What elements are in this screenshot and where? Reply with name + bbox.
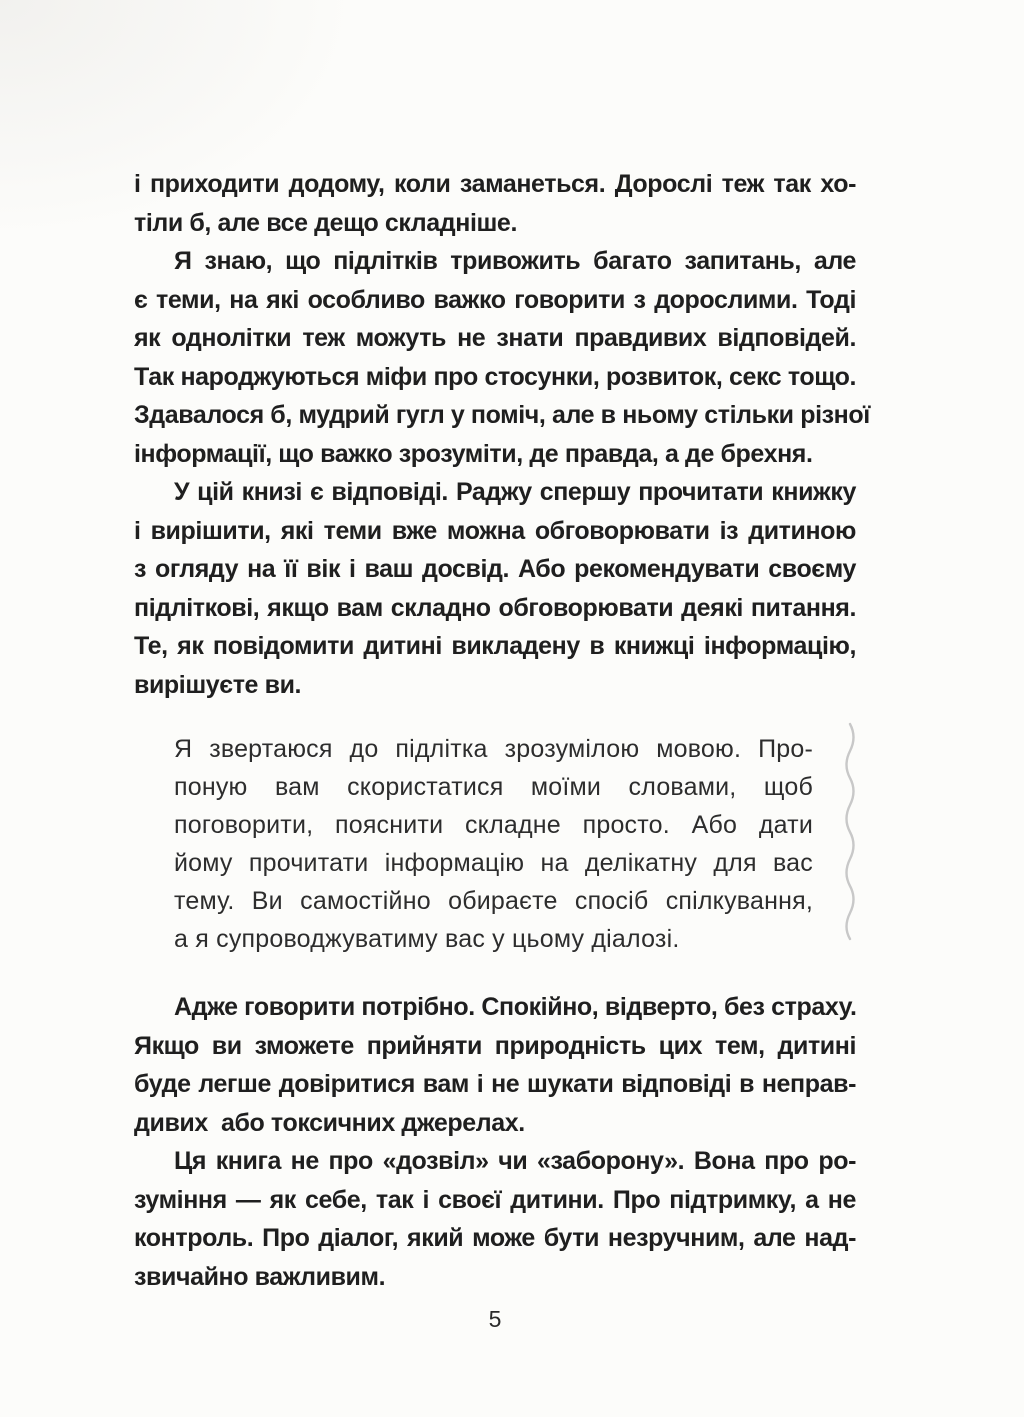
text-line: буде легше довіритися вам і не шукати відповіді в неправ- [134, 1070, 856, 1098]
text-line: Здавалося б, мудрий гугл у поміч, але в ньому стільки різної [134, 401, 870, 429]
text-line: контроль. Про діалог, який може бути незручним, але над- [134, 1224, 856, 1252]
page-number: 5 [488, 1306, 502, 1332]
paragraph [134, 473, 856, 704]
text-line: зуміння — як себе, так і своєї дитини. Про підтримку, а не [134, 1185, 856, 1214]
text-line: і приходити додому, коли заманеться. Дорослі теж так хо- [134, 170, 856, 198]
text-line: Якщо ви зможете прийняти природність цих тем, дитині [134, 1031, 856, 1060]
text-line: підліткові, якщо вам складно обговорювати деякі питання. [134, 593, 856, 622]
quote-line: поговорити, пояснити складне просто. Або дати [174, 811, 813, 839]
paragraph [134, 242, 870, 473]
text-line: є теми, на які особливо важко говорити з дорослими. Тоді [134, 285, 856, 314]
text-line: інформації, що важко зрозуміти, де правда, а де брехня. [134, 439, 813, 468]
quote-line: Я звертаюся до підлітка зрозумілою мовою. Про- [174, 735, 813, 763]
quote-block [174, 730, 813, 958]
quote-line: а я супроводжуватиму вас у цьому діалозі. [174, 925, 680, 953]
text-line: Ця книга не про «дозвіл» чи «заборону». Вона про ро- [174, 1147, 856, 1175]
wavy-line-icon [840, 721, 860, 941]
quote-line: поную вам скористатися моїми словами, щоб [174, 773, 813, 801]
quote-line: тему. Ви самостійно обираєте спосіб спілкування, [174, 887, 813, 915]
text-line: Так народжуються міфи про стосунки, розвиток, секс тощо. [134, 362, 856, 391]
paragraph [134, 165, 856, 242]
text-line: Те, як повідомити дитині викладену в книжці інформацію, [134, 632, 856, 660]
text-line: як однолітки теж можуть не знати правдивих відповідей. [134, 324, 856, 352]
text-line: звичайно важливим. [134, 1262, 386, 1291]
paragraph [134, 988, 856, 1142]
text-line: вирішуєте ви. [134, 670, 302, 699]
text-line: тіли б, але все дещо складніше. [134, 208, 517, 237]
text-line: Я знаю, що підлітків тривожить багато запитань, але [174, 247, 856, 275]
text-line: У цій книзі є відповіді. Раджу спершу прочитати книжку [174, 478, 856, 506]
text-line: з огляду на її вік і ваш досвід. Або рекомендувати своєму [134, 555, 856, 583]
text-line: дивих або токсичних джерелах. [134, 1108, 525, 1137]
quote-line: йому прочитати інформацію на делікатну для вас [174, 849, 813, 877]
page-text-column [134, 165, 870, 1296]
text-line: і вирішити, які теми вже можна обговорювати із дитиною [134, 516, 856, 545]
paragraph [134, 1142, 856, 1296]
text-line: Адже говорити потрібно. Спокійно, відверто, без страху. [174, 993, 857, 1021]
